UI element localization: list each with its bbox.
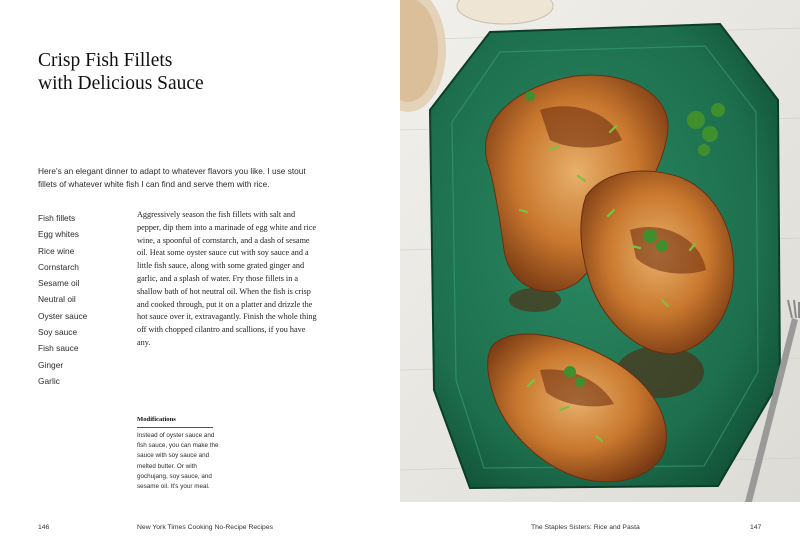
right-page-number: 147 (750, 524, 762, 531)
ingredient-item: Fish sauce (38, 343, 79, 354)
left-page-number: 146 (38, 524, 50, 531)
ingredient-item: Egg whites (38, 229, 79, 240)
modifications-divider (137, 427, 213, 428)
modifications-body: Instead of oyster sauce and fish sauce, you can make the sauce with soy sauce and melted butter. Or with gochujang, soy sauce, and sesame oil. It's your meal. (137, 432, 219, 491)
ingredient-item: Neutral oil (38, 294, 76, 305)
ingredient-list (38, 210, 87, 389)
ingredient-item: Ginger (38, 359, 64, 370)
recipe-intro: Here's an elegant dinner to adapt to whatever flavors you like. I use stout fillets of whatever white fish I can find and serve them with rice. (38, 166, 306, 189)
ingredient-item: Garlic (38, 375, 60, 386)
modifications-heading: Modifications (137, 416, 176, 423)
ingredient-item: Soy sauce (38, 327, 78, 338)
ingredient-item: Fish fillets (38, 213, 76, 223)
ingredient-item: Sesame oil (38, 278, 80, 289)
recipe-method: Aggressively season the fish fillets with salt and pepper, dip them into a marinade of egg white and rice wine, a spoonful of cornstarch, and a dash of sesame oil. Heat some oyster sauce cut with soy sauce and a little fish sauce, along with some grated ginger and garlic, and a splash of water. Fry those fillets in a shallow bath of hot neutral oil. When the fish is crisp and cooked through, put it on a platter and drizzle the hot sauce over it, extravagantly. Finish the whole thing off with chopped cilantro and scallions, if you have any. (137, 210, 317, 347)
recipe-title (38, 49, 378, 95)
left-running-title: New York Times Cooking No-Recipe Recipes (137, 524, 273, 531)
recipe-title-line-1: Crisp Fish Fillets (38, 50, 173, 71)
fish-platter-photo (400, 0, 800, 502)
ingredient-item: Rice wine (38, 245, 75, 256)
right-page (400, 0, 800, 554)
ingredient-item: Oyster sauce (38, 310, 88, 321)
ingredient-item: Cornstarch (38, 261, 79, 272)
right-running-title: The Staples Sisters: Rice and Pasta (531, 524, 640, 531)
recipe-title-line-2: with Delicious Sauce (38, 73, 204, 94)
